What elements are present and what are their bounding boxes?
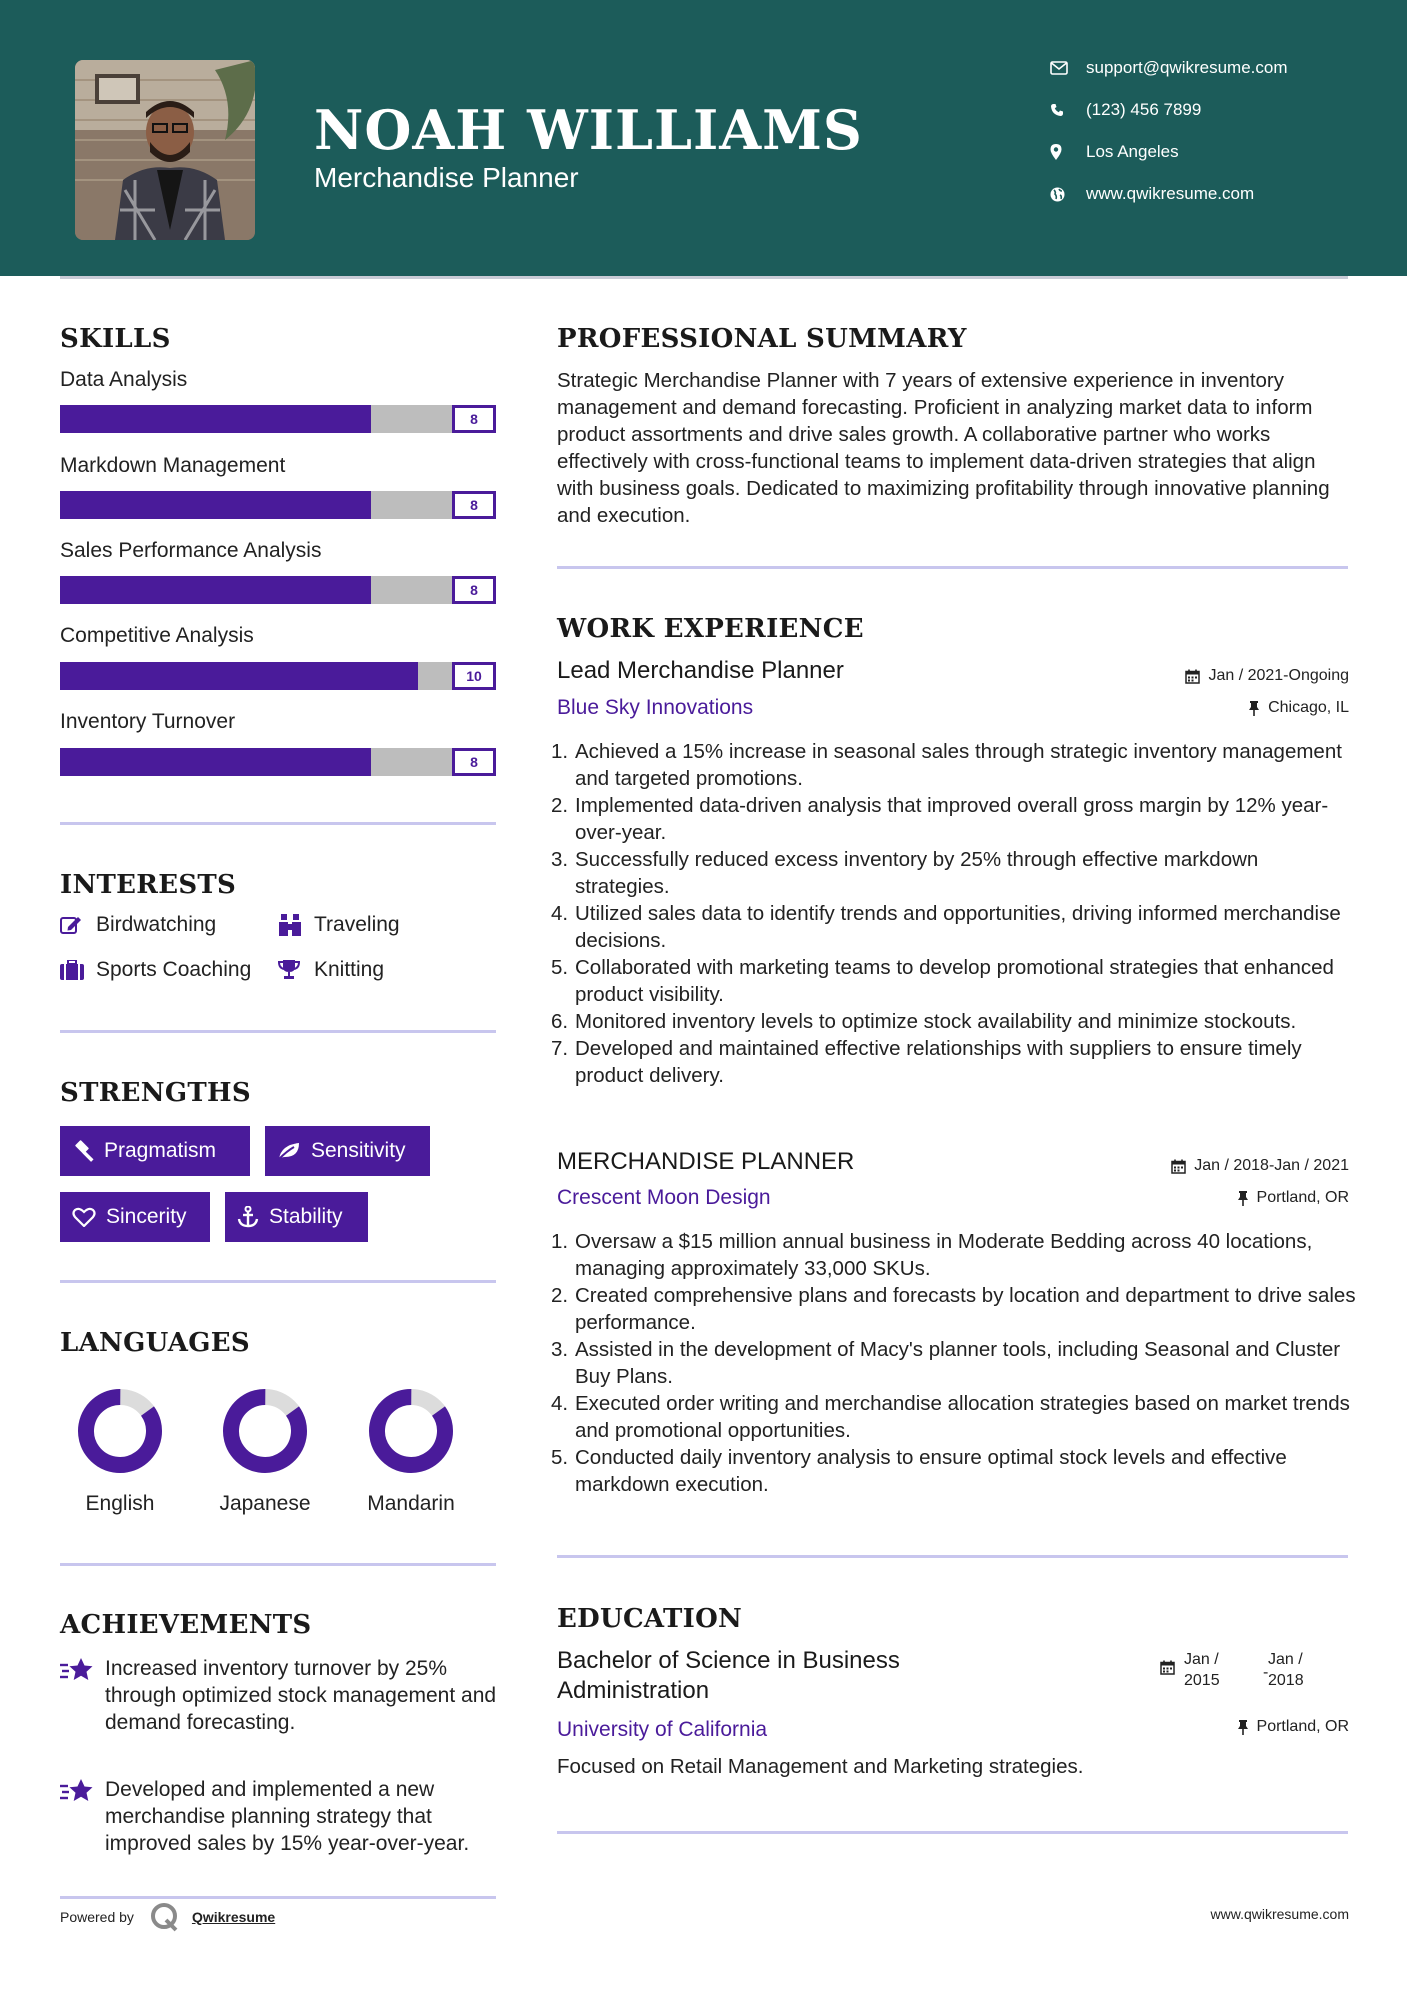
job-bullet: 3. Successfully reduced excess inventory by 25% through effective markdown strategies. (551, 848, 1259, 898)
candidate-title: Merchandise Planner (314, 162, 579, 193)
job-bullet: 6. Monitored inventory levels to optimize stock availability and minimize stockouts. (551, 1010, 1297, 1033)
interests-title: INTERESTS (60, 870, 237, 900)
skill-name: Sales Performance Analysis (60, 539, 322, 562)
skill-bar (60, 405, 496, 433)
education-end-month: Jan / (1268, 1651, 1303, 1668)
map-pin-icon (1050, 144, 1086, 160)
strength-label: Sensitivity (311, 1139, 406, 1162)
skill-bar-fill (60, 662, 418, 690)
powered-by-label: Powered by (60, 1909, 134, 1925)
skill-level-badge: 8 (452, 405, 496, 433)
strength-tag (265, 1126, 430, 1176)
star-icon (60, 1776, 105, 1857)
interest-item (60, 958, 251, 982)
pushpin-icon (1237, 1720, 1249, 1735)
job-location-text: Portland, OR (1256, 1189, 1349, 1206)
interest-label: Birdwatching (96, 913, 217, 936)
language-name: Mandarin (367, 1492, 455, 1515)
powered-by (60, 1902, 275, 1932)
contact-website-text: www.qwikresume.com (1086, 184, 1255, 203)
header-divider (60, 276, 1348, 279)
education-title: EDUCATION (557, 1604, 743, 1634)
skill-name: Inventory Turnover (60, 710, 236, 733)
job-bullet-text: Created comprehensive plans and forecasts by location and department to drive sales performance. (575, 1284, 1356, 1334)
skill-bar (60, 576, 496, 604)
skill-name: Competitive Analysis (60, 624, 254, 647)
contact-email-text: support@qwikresume.com (1086, 58, 1288, 77)
language-ring (75, 1386, 165, 1476)
skills-title: SKILLS (60, 324, 171, 354)
pushpin-icon (1237, 1191, 1249, 1206)
contact-phone-text: (123) 456 7899 (1086, 100, 1202, 119)
interest-label: Knitting (314, 958, 385, 981)
education-end-year: 2018 (1268, 1672, 1304, 1689)
job-bullet-text: Utilized sales data to identify trends and opportunities, driving informed merchandise decisions. (575, 902, 1341, 952)
contact-location (1050, 142, 1380, 162)
job-date-text: Jan / 2018-Jan / 2021 (1194, 1157, 1349, 1174)
job-bullet: 4. Executed order writing and merchandise allocation strategies based on market trends and promotional opportunities. (551, 1392, 1350, 1442)
skill-bar-fill (60, 405, 371, 433)
job-title: Lead Merchandise Planner (557, 657, 844, 684)
section-divider (557, 1831, 1348, 1834)
contact-location-text: Los Angeles (1086, 142, 1179, 161)
education-school: University of California (557, 1718, 768, 1741)
profile-photo (75, 60, 255, 240)
achievement-item (60, 1776, 500, 1857)
job-bullet-text: Successfully reduced excess inventory by 25% through effective markdown strategies. (575, 848, 1259, 898)
achievement-item (60, 1655, 500, 1736)
skill-level-badge: 10 (452, 662, 496, 690)
education-date-dash: - (1263, 1664, 1269, 1681)
achievements-title: ACHIEVEMENTS (60, 1610, 312, 1640)
summary-text: Strategic Merchandise Planner with 7 years of extensive experience in inventory management and demand forecasting. Proficient in analyzing market data to inform product assortments and drive sales growth. A collaborative partner who works effectively with cross-functional teams to implement data-driven strategies that align with business goals. Dedicated to maximizing profitability through innovative planning and execution. (557, 369, 1330, 527)
job-bullet-text: Oversaw a $15 million annual business in Moderate Bedding across 40 locations, managing approximately 33,000 SKUs. (575, 1230, 1313, 1280)
language-ring-fill (75, 1386, 165, 1476)
job-bullet-text: Assisted in the development of Macy's planner tools, including Seasonal and Cluster Buy Plans. (575, 1338, 1341, 1388)
job-bullet-text: Implemented data-driven analysis that improved overall gross margin by 12% year-over-year. (575, 794, 1329, 844)
language-ring (220, 1386, 310, 1476)
skill-level-badge: 8 (452, 576, 496, 604)
skill-bar (60, 662, 496, 690)
heart-icon (72, 1207, 96, 1227)
language-ring-fill (366, 1386, 456, 1476)
skill-bar-fill (60, 576, 371, 604)
section-divider (60, 822, 496, 825)
languages-title: LANGUAGES (60, 1328, 250, 1358)
job-bullet: 4. Utilized sales data to identify trends and opportunities, driving informed merchandise decisions. (551, 902, 1341, 952)
phone-icon (1050, 103, 1086, 117)
calendar-icon (1185, 669, 1200, 684)
job-bullet-text: Conducted daily inventory analysis to ensure optimal stock levels and effective markdown execution. (575, 1446, 1287, 1496)
job-company: Crescent Moon Design (557, 1186, 771, 1209)
job-bullet: 3. Assisted in the development of Macy's planner tools, including Seasonal and Cluster Buy Plans. (551, 1338, 1341, 1388)
section-divider (557, 566, 1348, 569)
section-divider (60, 1896, 496, 1899)
job-bullets (551, 1228, 1357, 1498)
skill-level-badge: 8 (452, 748, 496, 776)
qwikresume-link[interactable]: Qwikresume (191, 1909, 276, 1925)
globe-icon (1050, 187, 1086, 202)
experience-title: WORK EXPERIENCE (557, 614, 864, 644)
skill-bar-fill (60, 491, 371, 519)
skill-bar-fill (60, 748, 371, 776)
job-bullet-text: Collaborated with marketing teams to develop promotional strategies that enhanced product visibility. (575, 956, 1334, 1006)
anchor-icon (237, 1206, 259, 1228)
skill-name: Markdown Management (60, 454, 286, 477)
contact-email[interactable] (1050, 58, 1380, 78)
contact-phone[interactable] (1050, 100, 1380, 120)
achievement-text: Increased inventory turnover by 25% through optimized stock management and demand forecasting. (105, 1657, 497, 1734)
language-name: English (85, 1492, 155, 1515)
section-divider (557, 1555, 1348, 1558)
job-bullets (551, 738, 1357, 1089)
job-bullet: 2. Implemented data-driven analysis that improved overall gross margin by 12% year-over-year. (551, 794, 1329, 844)
job-date (1185, 667, 1349, 685)
job-bullet-text: Achieved a 15% increase in seasonal sales through strategic inventory management and targeted promotions. (575, 740, 1342, 790)
binoculars-icon (278, 914, 314, 936)
job-bullet-text: Monitored inventory levels to optimize stock availability and minimize stockouts. (575, 1010, 1297, 1033)
language-ring-fill (220, 1386, 310, 1476)
section-divider (60, 1563, 496, 1566)
gavel-icon (72, 1140, 94, 1162)
job-location-text: Chicago, IL (1268, 699, 1349, 716)
education-start-month: Jan / (1184, 1651, 1219, 1668)
skill-name: Data Analysis (60, 368, 188, 391)
job-bullet: 7. Developed and maintained effective relationships with suppliers to ensure timely product delivery. (551, 1037, 1302, 1087)
job-company: Blue Sky Innovations (557, 696, 754, 719)
calendar-icon (1171, 1159, 1186, 1174)
job-date-text: Jan / 2021-Ongoing (1208, 667, 1349, 684)
job-location (1248, 699, 1349, 717)
job-bullet: 5. Conducted daily inventory analysis to ensure optimal stock levels and effective markdown execution. (551, 1446, 1287, 1496)
edit-icon (60, 915, 96, 935)
education-description: Focused on Retail Management and Marketing strategies. (557, 1755, 1084, 1778)
interest-label: Sports Coaching (96, 958, 252, 981)
job-bullet-text: Executed order writing and merchandise allocation strategies based on market trends and promotional opportunities. (575, 1392, 1350, 1442)
qwikresume-logo-icon (150, 1902, 180, 1932)
summary-title: PROFESSIONAL SUMMARY (557, 324, 967, 354)
education-start-date (1184, 1649, 1220, 1691)
trophy-icon (278, 960, 314, 980)
language-ring (366, 1386, 456, 1476)
strength-label: Sincerity (106, 1205, 187, 1228)
skill-bar (60, 491, 496, 519)
degree-line-2: Administration (557, 1677, 710, 1704)
strength-tag (225, 1192, 368, 1242)
pushpin-icon (1248, 701, 1260, 716)
degree-line-1: Bachelor of Science in Business (557, 1647, 900, 1674)
education-location (1237, 1718, 1349, 1736)
strengths-title: STRENGTHS (60, 1078, 251, 1108)
skill-bar (60, 748, 496, 776)
interest-label: Traveling (314, 913, 400, 936)
contact-website[interactable] (1050, 184, 1380, 204)
education-start-year: 2015 (1184, 1672, 1220, 1689)
resume-header (0, 0, 1407, 276)
strength-label: Pragmatism (104, 1139, 217, 1162)
job-date (1171, 1157, 1349, 1175)
skill-level-badge: 8 (452, 491, 496, 519)
job-location (1237, 1189, 1349, 1207)
envelope-icon (1050, 61, 1086, 75)
job-bullet: 2. Created comprehensive plans and forecasts by location and department to drive sales performance. (551, 1284, 1356, 1334)
job-bullet: 1. Achieved a 15% increase in seasonal sales through strategic inventory management and targeted promotions. (551, 740, 1342, 790)
calendar-icon (1160, 1660, 1175, 1680)
interest-item (278, 913, 400, 937)
interest-item (60, 913, 216, 937)
interest-item (278, 958, 384, 982)
section-divider (60, 1280, 496, 1283)
footer-url[interactable]: www.qwikresume.com (1210, 1906, 1349, 1922)
strength-tag (60, 1126, 250, 1176)
job-bullet: 1. Oversaw a $15 million annual business in Moderate Bedding across 40 locations, managing approximately 33,000 SKUs. (551, 1230, 1313, 1280)
job-title: MERCHANDISE PLANNER (557, 1148, 855, 1175)
star-icon (60, 1655, 105, 1736)
language-name: Japanese (219, 1492, 311, 1515)
education-end-date (1268, 1649, 1304, 1691)
section-divider (60, 1030, 496, 1033)
achievement-text: Developed and implemented a new merchandise planning strategy that improved sales by 15% year-over-year. (105, 1778, 470, 1855)
briefcase-icon (60, 960, 96, 980)
education-location-text: Portland, OR (1256, 1718, 1349, 1735)
candidate-name: NOAH WILLIAMS (314, 98, 863, 162)
leaf-icon (277, 1141, 301, 1161)
strength-tag (60, 1192, 210, 1242)
strength-label: Stability (269, 1205, 343, 1228)
job-bullet: 5. Collaborated with marketing teams to develop promotional strategies that enhanced product visibility. (551, 956, 1334, 1006)
job-bullet-text: Developed and maintained effective relationships with suppliers to ensure timely product delivery. (575, 1037, 1302, 1087)
